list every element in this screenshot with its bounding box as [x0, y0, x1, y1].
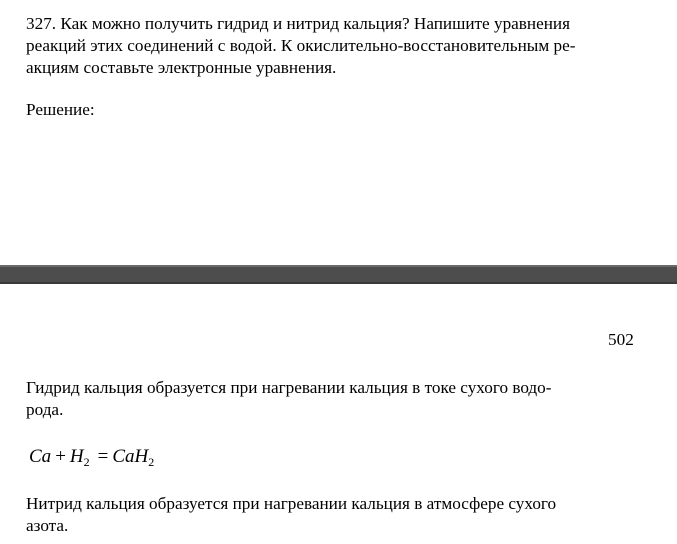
nitride-paragraph: [26, 493, 556, 537]
problem-line: акциям составьте электронные уравнения.: [26, 58, 337, 77]
problem-statement: [26, 13, 575, 79]
nitride-line: Нитрид кальция образуется при нагревании кальция в атмосфере сухого: [26, 494, 557, 513]
problem-line: реакций этих соединений с водой. К окислительно-восстановительным ре-: [26, 36, 576, 55]
nitride-line: азота.: [26, 516, 69, 535]
solution-label: Решение:: [26, 100, 95, 119]
equation-subscript: 2: [148, 455, 155, 469]
hydride-line: рода.: [26, 400, 64, 419]
equation-equals: =: [97, 446, 109, 467]
problem-line: 327. Как можно получить гидрид и нитрид кальция? Напишите уравнения: [26, 14, 571, 33]
document-page-top: [0, 0, 677, 265]
page-number: 502: [608, 330, 634, 349]
page-separator: [0, 265, 677, 284]
equation-reactant-h: H: [69, 446, 84, 467]
hydride-paragraph: [26, 377, 552, 421]
equation-subscript: 2: [83, 455, 90, 469]
equation-reactant-ca: Ca: [29, 446, 52, 467]
separator-edge-top: [0, 265, 677, 267]
equation-product: CaH: [112, 446, 149, 467]
hydride-equation: [29, 445, 154, 469]
hydride-line: Гидрид кальция образуется при нагревании кальция в токе сухого водо-: [26, 378, 552, 397]
equation-plus: +: [55, 446, 66, 467]
